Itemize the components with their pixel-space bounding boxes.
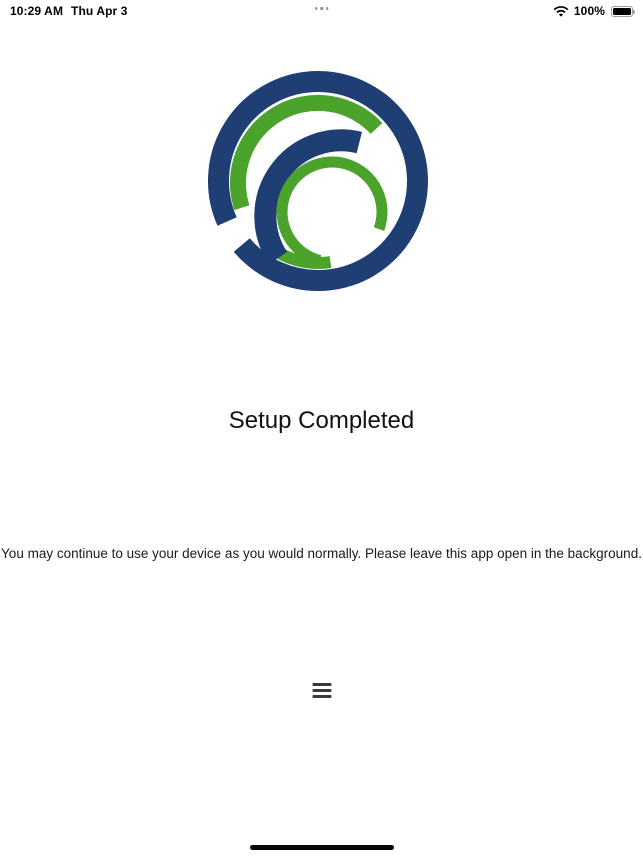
status-right [553,4,633,18]
concentric-swirl-logo-icon [200,60,440,300]
battery-percent: 100% [573,4,605,18]
status-time: 10:29 AM [10,4,64,18]
status-bar [0,0,643,20]
home-indicator[interactable] [250,845,394,850]
battery-full-icon [611,6,633,17]
logo-inner-green-ring [282,162,382,261]
multitask-handle-icon[interactable] [315,7,329,10]
status-left [10,4,128,18]
page-title: Setup Completed [228,407,415,434]
wifi-icon [553,6,569,18]
status-date: Thu Apr 3 [71,4,128,18]
app-logo [200,60,440,300]
hamburger-menu-icon[interactable] [309,680,334,701]
logo-outer-navy-ring [218,81,417,280]
page-message: You may continue to use your device as you would normally. Please leave this app open in the background. [1,546,642,561]
